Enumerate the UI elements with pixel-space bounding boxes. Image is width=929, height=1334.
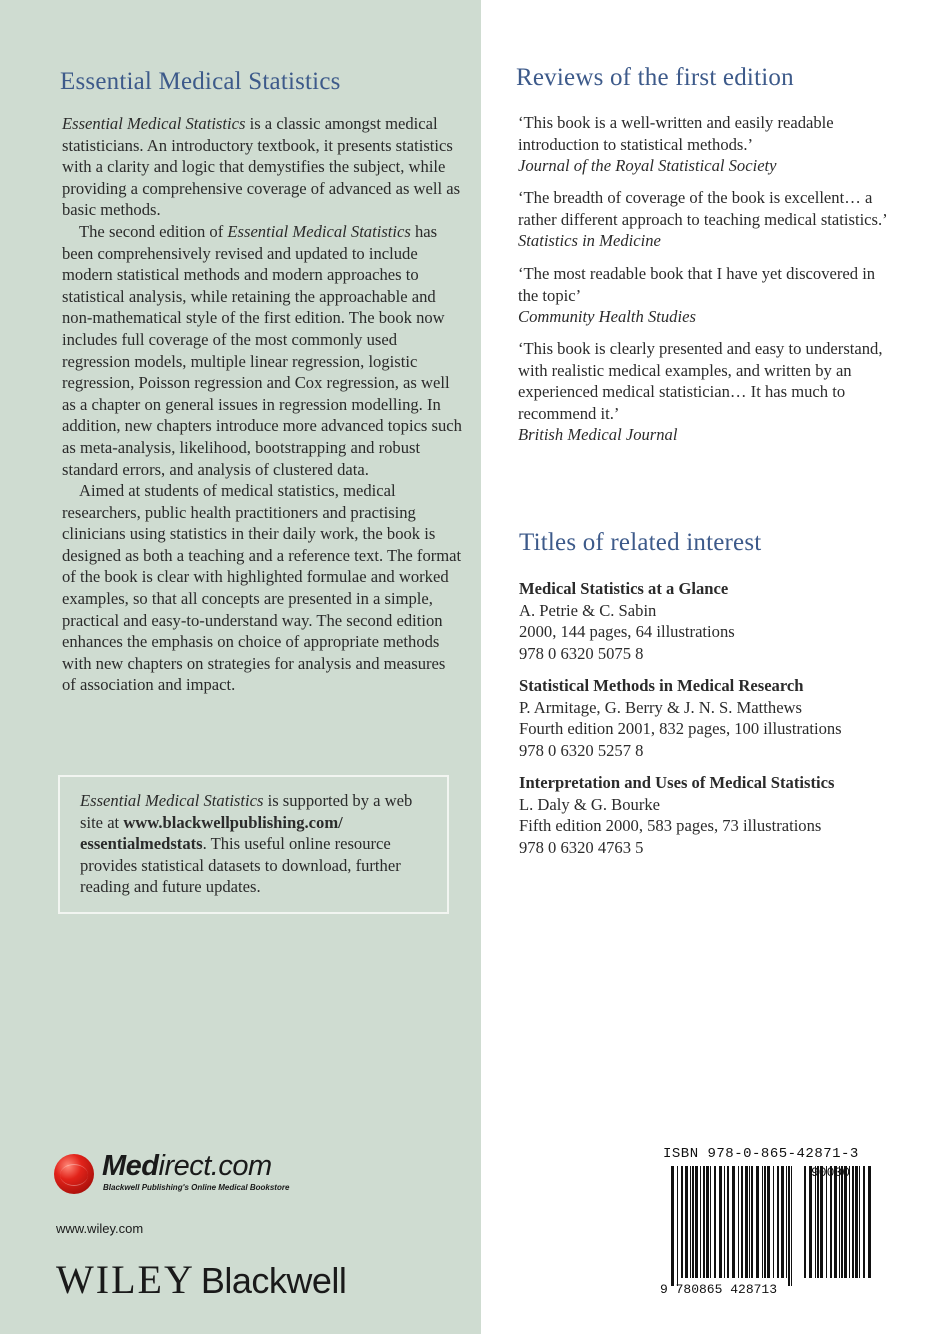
- related-book-title: Statistical Methods in Medical Research: [519, 676, 804, 695]
- barcode-bar: [855, 1166, 858, 1278]
- barcode-bar: [868, 1166, 871, 1278]
- barcode-bar: [741, 1166, 743, 1278]
- wiley-url-link[interactable]: www.wiley.com: [56, 1221, 144, 1236]
- review-item: [518, 187, 888, 252]
- barcode-bar: [863, 1166, 865, 1278]
- barcode-bar: [849, 1166, 850, 1278]
- related-book-details: Fourth edition 2001, 832 pages, 100 illustrations: [519, 719, 842, 739]
- paragraph-1-text: is a classic amongst medical statisticians. An introductory textbook, it presents statistics with a clarity and logic that demystifies the subject, while providing a comprehensive coverage of advanced as well as basic methods.: [62, 114, 461, 220]
- barcode-bar: [671, 1166, 674, 1286]
- barcode-digits: 9 780865 428713: [660, 1282, 778, 1297]
- book-description: [62, 113, 462, 696]
- barcode-bar: [692, 1166, 694, 1278]
- barcode-bar: [762, 1166, 763, 1278]
- book-title-heading: Essential Medical Statistics: [60, 68, 341, 95]
- barcode-bar: [690, 1166, 691, 1278]
- barcode-bar: [685, 1166, 688, 1278]
- barcode-bar: [777, 1166, 779, 1278]
- barcode-bar: [727, 1166, 729, 1278]
- barcode-bar: [749, 1166, 750, 1278]
- review-quote: ‘This book is clearly presented and easy to understand, with realistic medical examples, and written by an experienced medical statistician… It has much to recommend it.’: [518, 339, 883, 423]
- website-info-text: is supported by a web site at: [80, 791, 413, 832]
- related-book-details: 2000, 144 pages, 64 illustrations: [519, 622, 735, 642]
- barcode-bar: [767, 1166, 770, 1278]
- review-source: British Medical Journal: [518, 425, 678, 445]
- related-book-isbn: 978 0 6320 4763 5: [519, 837, 644, 857]
- barcode-bar: [826, 1166, 827, 1278]
- description-paragraph-1: [62, 113, 462, 221]
- blackwell-wordmark: Blackwell: [200, 1260, 347, 1301]
- barcode-bar: [724, 1166, 725, 1278]
- barcode-bar: [706, 1166, 709, 1278]
- medirect-logo[interactable]: [54, 1152, 294, 1200]
- barcode-bar: [815, 1166, 816, 1278]
- wiley-blackwell-logo: [56, 1256, 346, 1303]
- related-book-authors: P. Armitage, G. Berry & J. N. S. Matthews: [519, 697, 803, 717]
- related-title-item: [519, 772, 899, 858]
- related-title-item: [519, 675, 899, 761]
- barcode-bar: [700, 1166, 701, 1278]
- barcode-bar: [751, 1166, 753, 1278]
- barcode-bar: [809, 1166, 812, 1278]
- barcode-bar: [719, 1166, 722, 1278]
- review-item: [518, 112, 888, 177]
- barcode-bar: [844, 1166, 847, 1278]
- barcode-bar: [710, 1166, 711, 1278]
- website-info-box: [58, 775, 449, 914]
- medirect-wordmark-bold: Med: [102, 1150, 159, 1182]
- barcode-bar: [817, 1166, 819, 1278]
- barcode-bar: [820, 1166, 823, 1278]
- related-title-item: [519, 578, 899, 664]
- related-book-details: Fifth edition 2000, 583 pages, 73 illustrations: [519, 816, 822, 836]
- related-book-title: Medical Statistics at a Glance: [519, 579, 729, 598]
- review-source: Statistics in Medicine: [518, 231, 661, 251]
- review-quote: [518, 187, 888, 252]
- review-quote: ‘The most readable book that I have yet discovered in the topic’: [518, 264, 876, 305]
- book-title-inline: Essential Medical Statistics: [80, 791, 264, 810]
- wiley-wordmark: WILEY: [56, 1257, 195, 1302]
- globe-icon: [54, 1154, 94, 1194]
- barcode-bar: [756, 1166, 759, 1278]
- barcode-bar: [788, 1166, 790, 1286]
- barcode-bar: [764, 1166, 766, 1278]
- barcode-bar: [681, 1166, 683, 1278]
- book-title-inline: Essential Medical Statistics: [227, 221, 411, 241]
- barcode-bar: [781, 1166, 784, 1278]
- barcode-bar: [732, 1166, 735, 1278]
- barcode: [667, 1166, 877, 1298]
- barcode-bar: [695, 1166, 698, 1278]
- barcode-bar: [830, 1166, 832, 1278]
- reviews-heading: Reviews of the first edition: [516, 64, 794, 91]
- related-book-isbn: 978 0 6320 5257 8: [519, 740, 644, 760]
- review-quote: ‘This book is a well-written and easily readable introduction to statistical methods.’: [518, 113, 834, 154]
- related-titles-heading: Titles of related interest: [519, 529, 762, 556]
- medirect-tagline: Blackwell Publishing's Online Medical Bookstore: [103, 1183, 290, 1192]
- barcode-bar: [839, 1166, 840, 1278]
- review-item: [518, 263, 888, 328]
- barcode-bar: [773, 1166, 774, 1278]
- website-info-text-end: . This useful online resource provides statistical datasets to download, further reading and future updates.: [80, 834, 401, 897]
- medirect-wordmark-rest: irect.com: [158, 1150, 272, 1182]
- book-title-inline: Essential Medical Statistics: [62, 114, 246, 133]
- barcode-bar: [714, 1166, 716, 1278]
- barcode-bar: [804, 1166, 806, 1278]
- paragraph-2-lead: The second edition of: [79, 221, 228, 241]
- barcode-bar: [791, 1166, 792, 1286]
- review-source: Journal of the Royal Statistical Society: [518, 156, 777, 176]
- related-book-title: Interpretation and Uses of Medical Statistics: [519, 773, 835, 792]
- isbn-label: ISBN 978-0-865-42871-3: [663, 1146, 859, 1162]
- review-source: Community Health Studies: [518, 307, 696, 327]
- review-item: [518, 338, 888, 446]
- barcode-bar: [834, 1166, 837, 1278]
- related-book-authors: A. Petrie & C. Sabin: [519, 600, 657, 620]
- related-book-isbn: 978 0 6320 5075 8: [519, 643, 644, 663]
- review-quote-text: ‘The breadth of coverage of the book is excellent… a rather different approach to teaching medical statistics.’: [518, 188, 887, 229]
- barcode-bar: [703, 1166, 705, 1278]
- barcode-bar: [841, 1166, 843, 1278]
- barcode-bar: [677, 1166, 678, 1286]
- description-paragraph-3: Aimed at students of medical statistics, medical researchers, public health practitioners and practising clinicians using statistics in their daily work, the book is designed as both a teaching and a reference text. The format of the book is clear with highlighted formulae and worked examples, so that all concepts are presented in a simple, practical and easy-to-understand way. The second edition enhances the emphasis on choice of appropriate methods with new chapters on strategies for analysis and measures of association and impact.: [62, 481, 462, 695]
- related-book-authors: L. Daly & G. Bourke: [519, 794, 661, 814]
- website-url-link[interactable]: www.blackwellpublishing.com/ essentialmedstats: [80, 812, 343, 854]
- description-paragraph-2: [62, 221, 462, 480]
- back-cover-right-panel: [481, 0, 929, 1334]
- paragraph-2-text: has been comprehensively revised and updated to include modern statistical methods and modern approaches to statistical analysis, while retaining the approachable and non-mathematical style of the first edition. The book now includes full coverage of the most commonly used regression models, multiple linear regression, logistic regression, Poisson regression and Cox regression, as well as a chapter on general issues in regression modelling. In addition, new chapters introduce more advanced topics such as meta-analysis, likelihood, bootstrapping and robust standard errors, and analysis of clustered data.: [62, 221, 462, 479]
- barcode-bar: [852, 1166, 854, 1278]
- barcode-bar: [745, 1166, 748, 1278]
- barcode-bar: [859, 1166, 860, 1278]
- barcode-bar: [786, 1166, 787, 1278]
- barcode-bar: [738, 1166, 739, 1278]
- medirect-wordmark: [102, 1150, 272, 1183]
